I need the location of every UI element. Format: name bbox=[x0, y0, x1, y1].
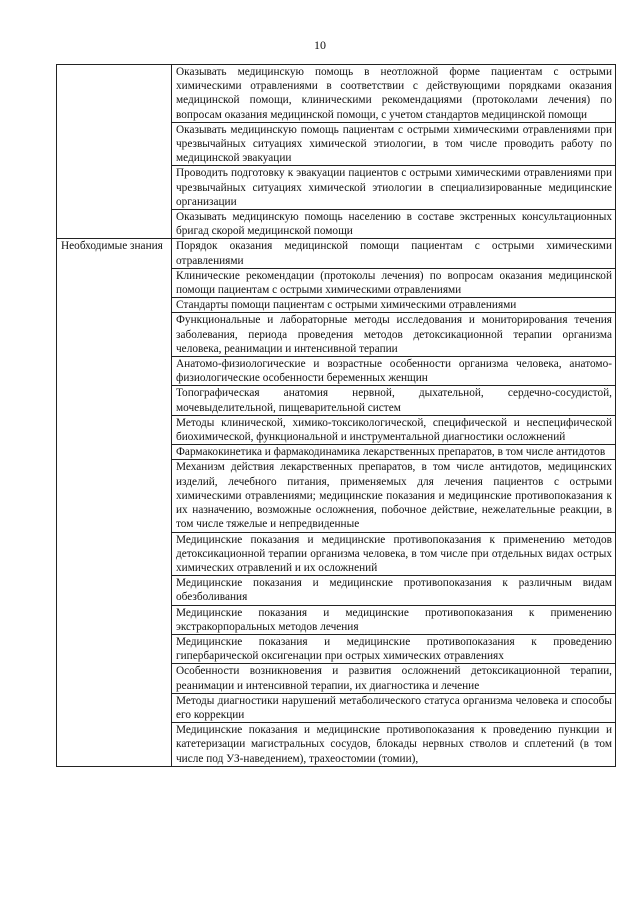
competency-item: Медицинские показания и медицинские противопоказания к проведению гипербарической оксигенации при острых химических отравлениях bbox=[172, 634, 616, 663]
competency-item: Оказывать медицинскую помощь пациентам с острыми химическими отравлениями при чрезвычайных ситуациях химической этиологии, в том числе проводить работу по медицинской эвакуации bbox=[172, 122, 616, 166]
competency-item: Фармакокинетика и фармакодинамика лекарственных препаратов, в том числе антидотов bbox=[172, 445, 616, 460]
competency-item: Методы диагностики нарушений метаболического статуса организма человека и способы его коррекции bbox=[172, 693, 616, 722]
competency-item: Медицинские показания и медицинские противопоказания к применению экстракорпоральных методов лечения bbox=[172, 605, 616, 634]
competency-item: Особенности возникновения и развития осложнений детоксикационной терапии, реанимации и интенсивной терапии, их диагностика и лечение bbox=[172, 664, 616, 693]
section-label: Необходимые знания bbox=[57, 239, 172, 766]
competency-table bbox=[56, 64, 616, 767]
competency-item: Топографическая анатомия нервной, дыхательной, сердечно-сосудистой, мочевыделительной, пищеварительной систем bbox=[172, 386, 616, 415]
competency-item: Оказывать медицинскую помощь в неотложной форме пациентам с острыми химическими отравлениями в соответствии с действующими порядками оказания медицинской помощи, клиническими рекомендациями (протоколами лечения) по вопросам оказания медицинской помощи, с учетом стандартов медицинской помощи bbox=[172, 65, 616, 123]
competency-item: Проводить подготовку к эвакуации пациентов с острыми химическими отравлениями при чрезвычайных ситуациях химической этиологии в специализированные медицинские организации bbox=[172, 166, 616, 210]
page-number: 10 bbox=[314, 38, 326, 52]
competency-item: Оказывать медицинскую помощь населению в составе экстренных консультационных бригад скорой медицинской помощи bbox=[172, 210, 616, 239]
competency-item: Медицинские показания и медицинские противопоказания к применению методов детоксикационной терапии организма человека, в том числе при отдельных видах острых химических отравлений и их осложнений bbox=[172, 532, 616, 576]
competency-item: Механизм действия лекарственных препаратов, в том числе антидотов, медицинских изделий, лечебного питания, применяемых для лечения пациентов с острыми химическими отравлениями; медицинские показания и медицинские противопоказания к их назначению, возможные осложнения, побочное действие, нежелательные реакции, в том числе тяжелые и непредвиденные bbox=[172, 460, 616, 532]
competency-item: Медицинские показания и медицинские противопоказания к проведению пункции и катетеризации магистральных сосудов, блокады нервных стволов и сплетений (в том числе под УЗ-наведением), трахеостомии (томии), bbox=[172, 723, 616, 767]
competency-item: Порядок оказания медицинской помощи пациентам с острыми химическими отравлениями bbox=[172, 239, 616, 268]
table-body bbox=[57, 65, 616, 767]
competency-item: Функциональные и лабораторные методы исследования и мониторирования течения заболевания, периода проведения методов детоксикационной терапии организма человека, реанимации и интенсивной терапии bbox=[172, 313, 616, 357]
table-row bbox=[57, 65, 616, 123]
competency-item: Медицинские показания и медицинские противопоказания к различным видам обезболивания bbox=[172, 576, 616, 605]
competency-item: Анатомо-физиологические и возрастные особенности организма человека, анатомо-физиологические особенности беременных женщин bbox=[172, 357, 616, 386]
section-label bbox=[57, 65, 172, 239]
competency-item: Стандарты помощи пациентам с острыми химическими отравлениями bbox=[172, 298, 616, 313]
competency-item: Клинические рекомендации (протоколы лечения) по вопросам оказания медицинской помощи пациентам с острыми химическими отравлениями bbox=[172, 268, 616, 297]
table-row bbox=[57, 239, 616, 268]
competency-item: Методы клинической, химико-токсикологической, специфической и неспецифической биохимической, функциональной и инструментальной диагностики осложнений bbox=[172, 415, 616, 444]
